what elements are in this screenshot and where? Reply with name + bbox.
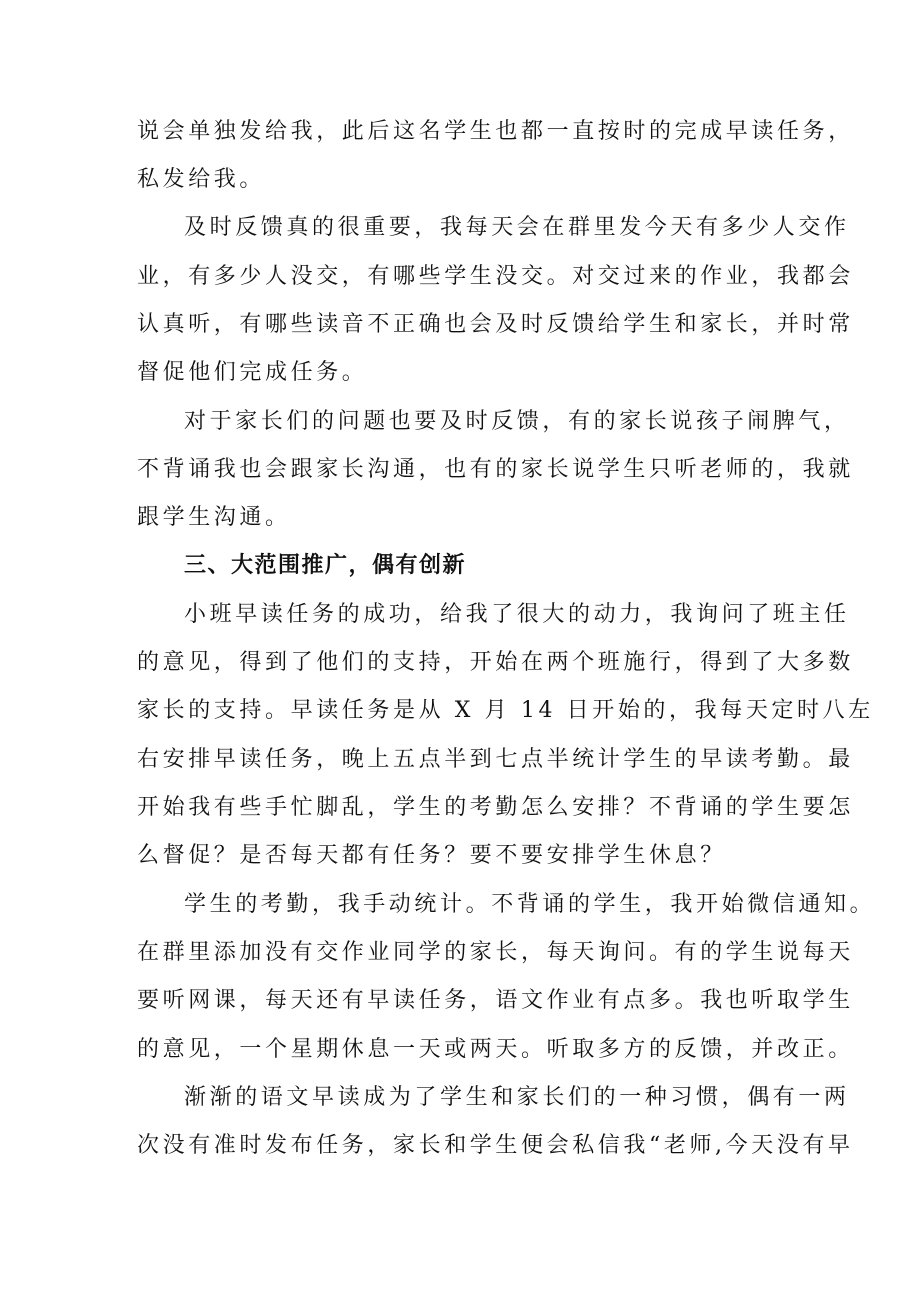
paragraph-line: 在群里添加没有交作业同学的家长，每天询问。有的学生说每天 xyxy=(137,940,854,965)
paragraph-line: 要听网课，每天还有早读任务，语文作业有点多。我也听取学生 xyxy=(137,988,854,1013)
paragraph-line: 渐渐的语文早读成为了学生和家长们的一种习惯，偶有一两 xyxy=(184,1085,850,1110)
paragraph-line: 右安排早读任务，晚上五点半到七点半统计学生的早读考勤。最 xyxy=(137,747,854,772)
paragraph-line: 小班早读任务的成功，给我了很大的动力，我询问了班主任 xyxy=(184,602,850,627)
paragraph-line: 及时反馈真的很重要，我每天会在群里发今天有多少人交作 xyxy=(184,215,850,240)
paragraph-line: 认真听，有哪些读音不正确也会及时反馈给学生和家长，并时常 xyxy=(137,312,854,337)
paragraph-line: 次没有准时发布任务，家长和学生便会私信我“老师,今天没有早 xyxy=(137,1133,854,1158)
paragraph-line: 么督促？是否每天都有任务？要不要安排学生休息？ xyxy=(137,843,726,868)
paragraph-line: 不背诵我也会跟家长沟通，也有的家长说学生只听老师的，我就 xyxy=(137,457,854,482)
section-heading: 三、大范围推广，偶有创新 xyxy=(184,553,467,578)
paragraph-line: 开始我有些手忙脚乱，学生的考勤怎么安排？不背诵的学生要怎 xyxy=(137,795,854,820)
paragraph-line: 业，有多少人没交，有哪些学生没交。对交过来的作业，我都会 xyxy=(137,264,854,289)
paragraph-line: 学生的考勤，我手动统计。不背诵的学生，我开始微信通知。 xyxy=(184,892,876,917)
paragraph-line: 家长的支持。早读任务是从 X 月 14 日开始的，我每天定时八左 xyxy=(137,698,874,723)
paragraph-line: 对于家长们的问题也要及时反馈，有的家长说孩子闹脾气， xyxy=(184,409,850,434)
paragraph-line: 的意见，得到了他们的支持，开始在两个班施行，得到了大多数 xyxy=(137,650,854,675)
paragraph-line: 说会单独发给我，此后这名学生也都一直按时的完成早读任务， xyxy=(137,119,854,144)
paragraph-line: 的意见，一个星期休息一天或两天。听取多方的反馈，并改正。 xyxy=(137,1037,854,1062)
paragraph-line: 督促他们完成任务。 xyxy=(137,360,368,385)
paragraph-line: 跟学生沟通。 xyxy=(137,505,291,530)
paragraph-line: 私发给我。 xyxy=(137,167,266,192)
